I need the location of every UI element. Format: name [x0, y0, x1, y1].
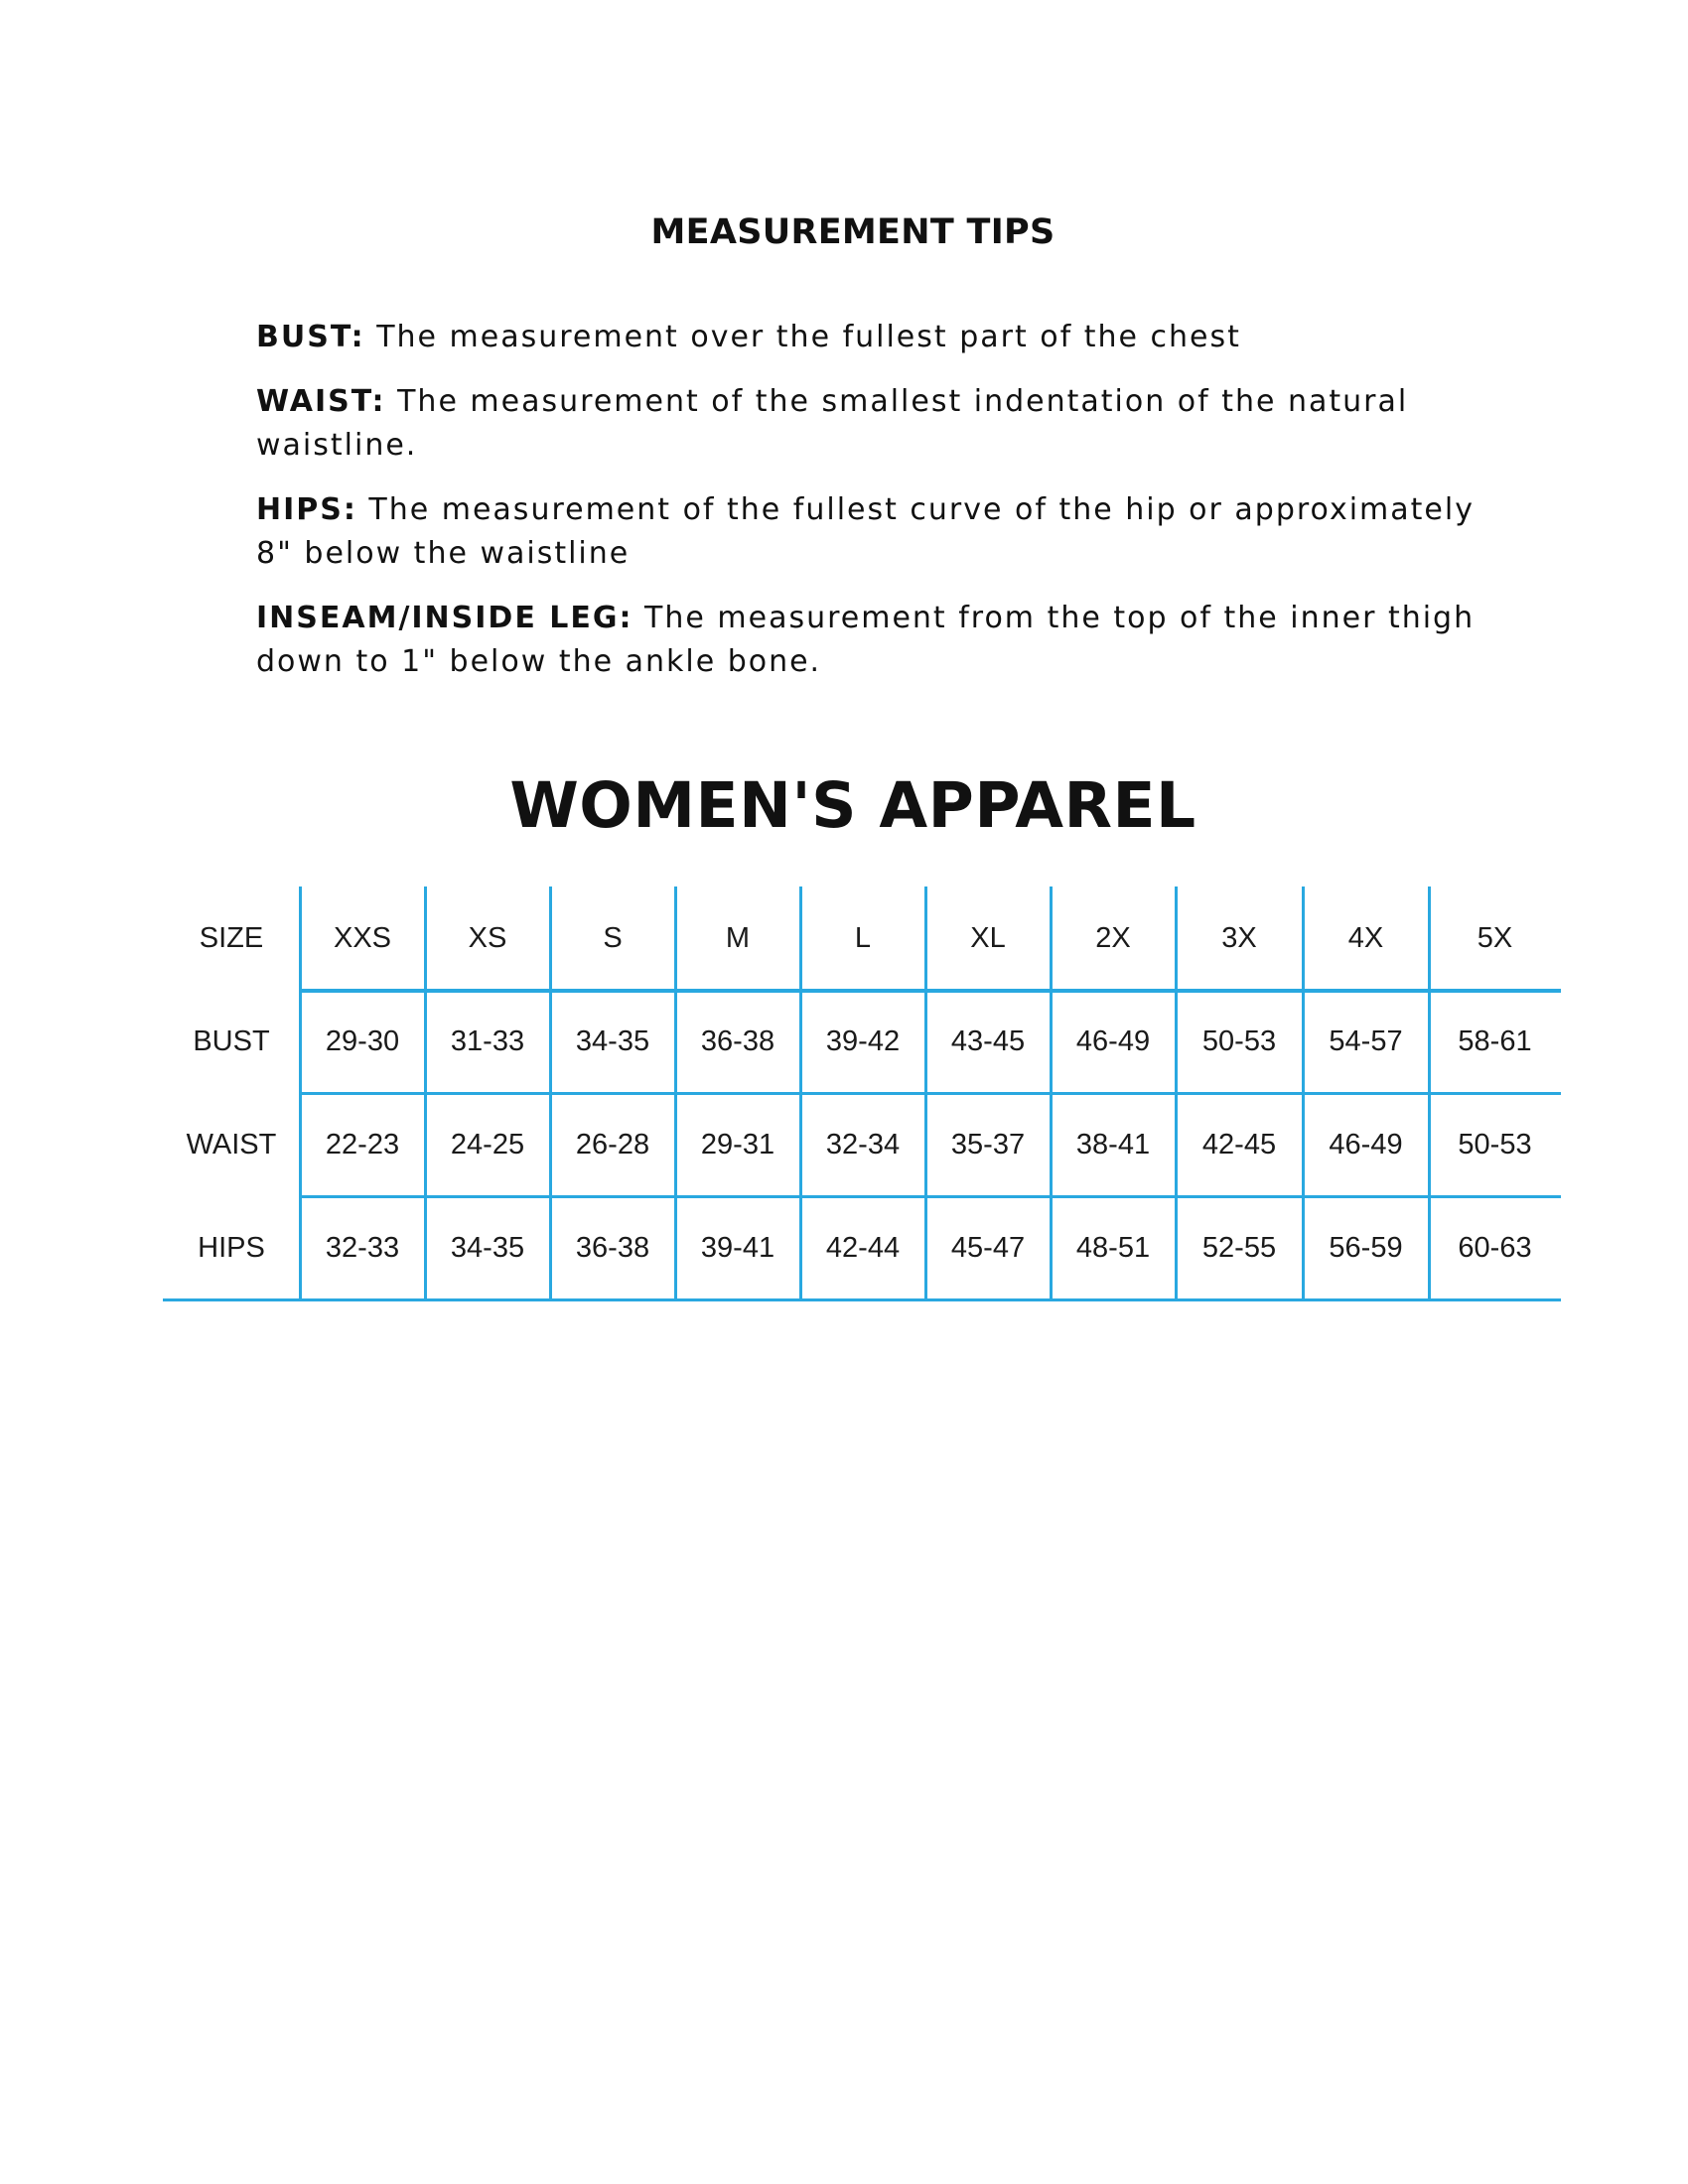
size-chart-table — [163, 887, 1561, 1301]
measurement-cell: 36-38 — [575, 1231, 650, 1264]
measurement-cell: 32-34 — [825, 1128, 901, 1160]
row-label-cell: WAIST — [186, 1128, 277, 1160]
size-header-cell: XXS — [333, 921, 392, 954]
size-header-cell: 5X — [1477, 921, 1513, 954]
measurement-cell: 46-49 — [1329, 1128, 1403, 1160]
table-row — [163, 1093, 1561, 1196]
womens-apparel-title: WOMEN'S APPAREL — [509, 769, 1196, 842]
measurement-cell: 42-45 — [1201, 1128, 1277, 1160]
size-header-cell: 3X — [1221, 921, 1257, 954]
tip-text: The measurement over the fullest part of the chest — [364, 320, 1241, 354]
row-label-cell: HIPS — [198, 1231, 265, 1264]
measurement-cell: 42-44 — [825, 1231, 901, 1264]
size-header-cell: XL — [970, 921, 1006, 954]
measurement-cell: 24-25 — [450, 1128, 525, 1160]
measurement-cell: 35-37 — [950, 1128, 1026, 1160]
measurement-cell: 56-59 — [1329, 1231, 1403, 1264]
measurement-cell: 39-41 — [700, 1231, 775, 1264]
table-row — [163, 1196, 1561, 1299]
measurement-cell: 43-45 — [950, 1024, 1026, 1057]
measurement-cell: 52-55 — [1201, 1231, 1277, 1264]
size-header-cell: 2X — [1095, 921, 1131, 954]
measurement-cell: 29-30 — [325, 1024, 400, 1057]
tip-term: INSEAM/INSIDE LEG: — [256, 601, 633, 635]
tip-waist — [256, 380, 1497, 468]
row-label-cell: BUST — [193, 1024, 270, 1057]
measurement-cell: 46-49 — [1075, 1024, 1151, 1057]
measurement-cell: 26-28 — [575, 1128, 650, 1160]
measurement-cell: 50-53 — [1201, 1024, 1277, 1057]
tip-text: The measurement of the smallest indentation of the natural waistline. — [256, 384, 1409, 463]
measurement-cell: 34-35 — [575, 1024, 650, 1057]
size-header-cell: 4X — [1347, 921, 1384, 954]
tip-inseam — [256, 597, 1497, 684]
table-row-divider — [300, 989, 1561, 993]
tip-text: The measurement from the top of the inner thigh down to 1" below the ankle bone. — [256, 601, 1476, 679]
measurement-tips-list — [256, 316, 1497, 705]
tip-term: WAIST: — [256, 384, 386, 419]
measurement-cell: 32-33 — [325, 1231, 400, 1264]
table-row — [163, 990, 1561, 1093]
measurement-cell: 48-51 — [1075, 1231, 1151, 1264]
measurement-cell: 58-61 — [1458, 1024, 1532, 1057]
size-header-cell: M — [725, 921, 751, 954]
table-row-divider — [163, 1298, 1561, 1301]
size-header-cell: XS — [468, 921, 507, 954]
tip-term: HIPS: — [256, 492, 357, 527]
measurement-cell: 39-42 — [825, 1024, 901, 1057]
measurement-cell: 60-63 — [1458, 1231, 1532, 1264]
table-header-row — [163, 887, 1561, 990]
size-header-cell: L — [854, 921, 872, 954]
measurement-cell: 38-41 — [1075, 1128, 1151, 1160]
measurement-cell: 22-23 — [325, 1128, 400, 1160]
measurement-cell: 54-57 — [1329, 1024, 1403, 1057]
measurement-cell: 36-38 — [700, 1024, 775, 1057]
measurement-cell: 34-35 — [450, 1231, 525, 1264]
measurement-tips-title: MEASUREMENT TIPS — [650, 212, 1055, 252]
tip-hips — [256, 488, 1497, 576]
size-header-cell: S — [603, 921, 623, 954]
measurement-cell: 29-31 — [700, 1128, 775, 1160]
table-row-divider — [300, 1092, 1561, 1095]
table-row-divider — [300, 1195, 1561, 1198]
measurement-cell: 31-33 — [450, 1024, 525, 1057]
tip-bust — [256, 316, 1497, 359]
row-label-cell: SIZE — [199, 921, 264, 954]
measurement-cell: 45-47 — [950, 1231, 1026, 1264]
tip-term: BUST: — [256, 320, 365, 354]
measurement-cell: 50-53 — [1458, 1128, 1532, 1160]
tip-text: The measurement of the fullest curve of the hip or approximately 8" below the waistline — [256, 492, 1475, 571]
